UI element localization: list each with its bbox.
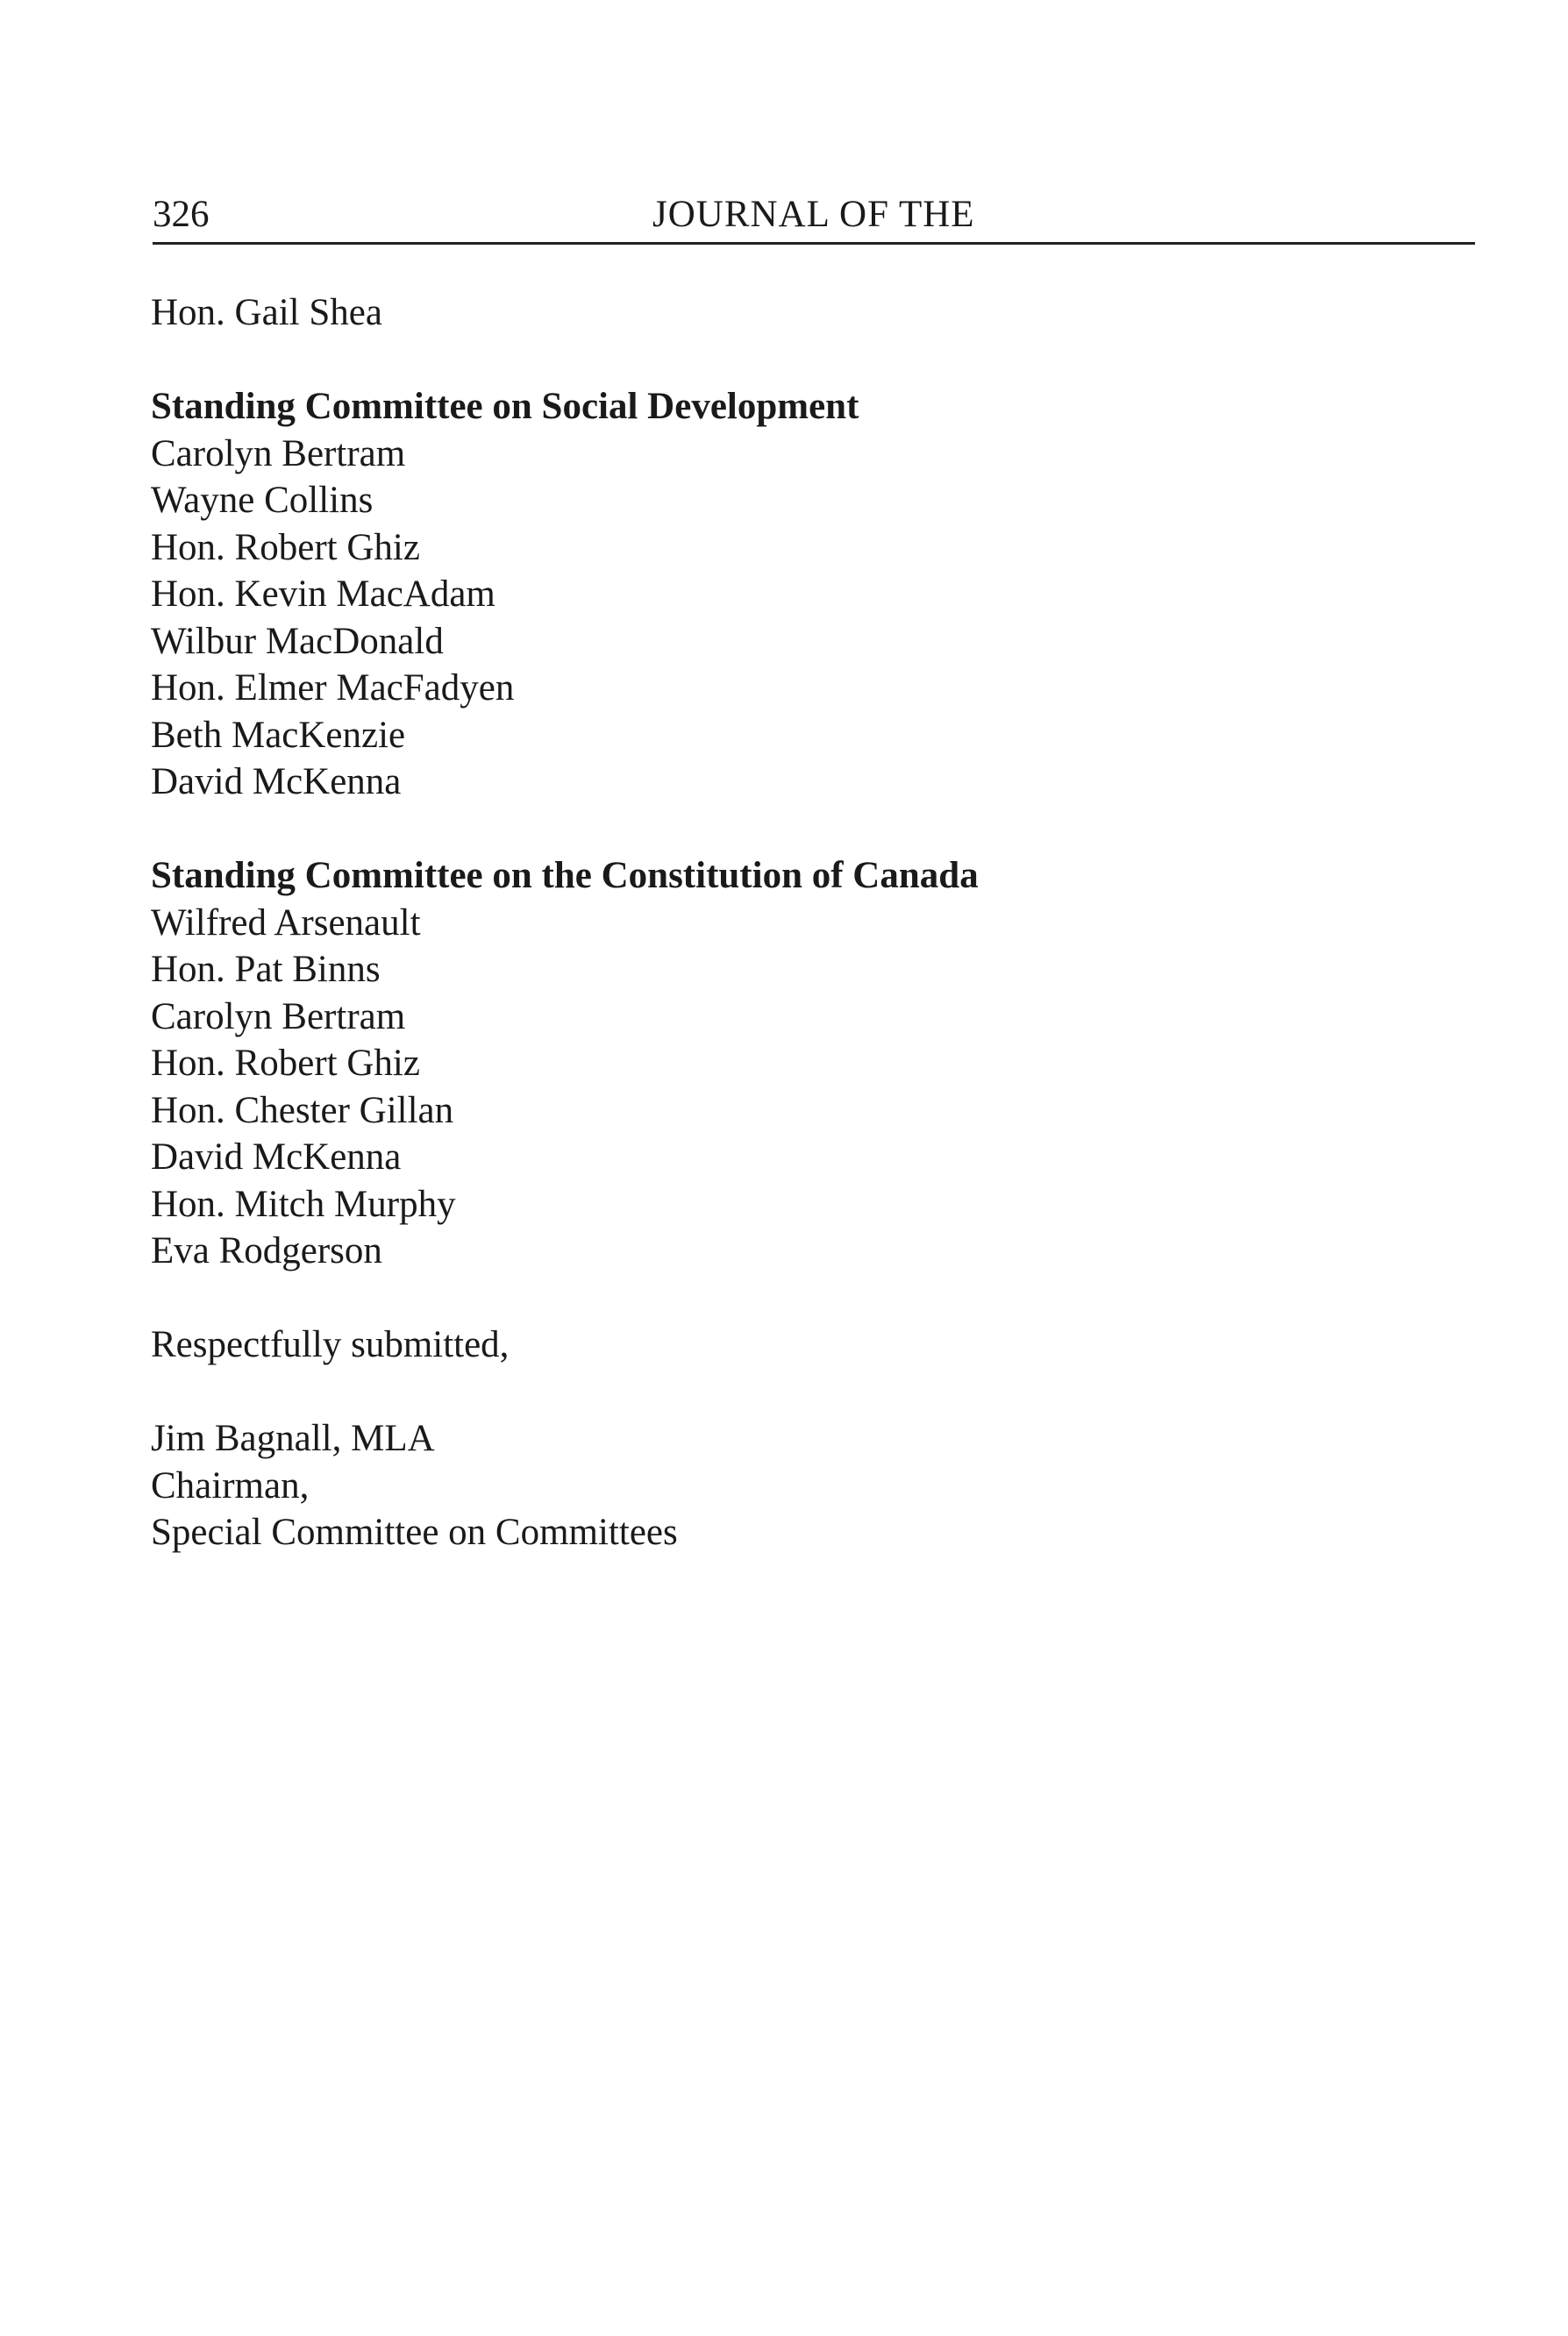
- committee-member: Hon. Robert Ghiz: [151, 1043, 420, 1084]
- committee-member: Wilbur MacDonald: [151, 620, 444, 662]
- committee-title: Standing Committee on Social Development: [151, 386, 859, 427]
- page-header: [153, 188, 1475, 245]
- running-head: JOURNAL OF THE: [652, 194, 975, 235]
- committee-member: Hon. Pat Binns: [151, 949, 381, 990]
- signatory-committee: Special Committee on Committees: [151, 1512, 678, 1553]
- signatory-title: Chairman,: [151, 1464, 310, 1506]
- committee-member: Hon. Chester Gillan: [151, 1089, 454, 1131]
- page-number: 326: [153, 194, 210, 235]
- signatory-name: Jim Bagnall, MLA: [151, 1418, 435, 1459]
- spacer: [151, 1275, 1466, 1322]
- closing-line: Respectfully submitted,: [151, 1324, 510, 1365]
- committee-social-development: [151, 383, 1466, 806]
- spacer: [151, 1369, 1466, 1416]
- committee-member: Carolyn Bertram: [151, 432, 406, 474]
- committee-member: Hon. Robert Ghiz: [151, 526, 420, 568]
- committee-member: Wilfred Arsenault: [151, 901, 421, 944]
- committee-member: Eva Rodgerson: [151, 1230, 382, 1271]
- committee-member: David McKenna: [151, 1136, 402, 1178]
- leading-member: Hon. Gail Shea: [151, 292, 382, 333]
- committee-member: Carolyn Bertram: [151, 995, 406, 1037]
- committee-title: Standing Committee on the Constitution of Canada: [151, 855, 979, 896]
- committee-member: Hon. Kevin MacAdam: [151, 573, 495, 615]
- committee-member: Hon. Elmer MacFadyen: [151, 667, 515, 709]
- committee-member: David McKenna: [151, 761, 402, 802]
- committee-constitution-of-canada: [151, 852, 1466, 1275]
- spacer: [151, 806, 1466, 853]
- committee-member: Hon. Mitch Murphy: [151, 1183, 456, 1225]
- signature-block: [151, 1415, 1466, 1556]
- committee-member: Wayne Collins: [151, 480, 374, 521]
- spacer: [151, 337, 1466, 384]
- page-content: [151, 289, 1466, 1556]
- committee-member: Beth MacKenzie: [151, 714, 406, 756]
